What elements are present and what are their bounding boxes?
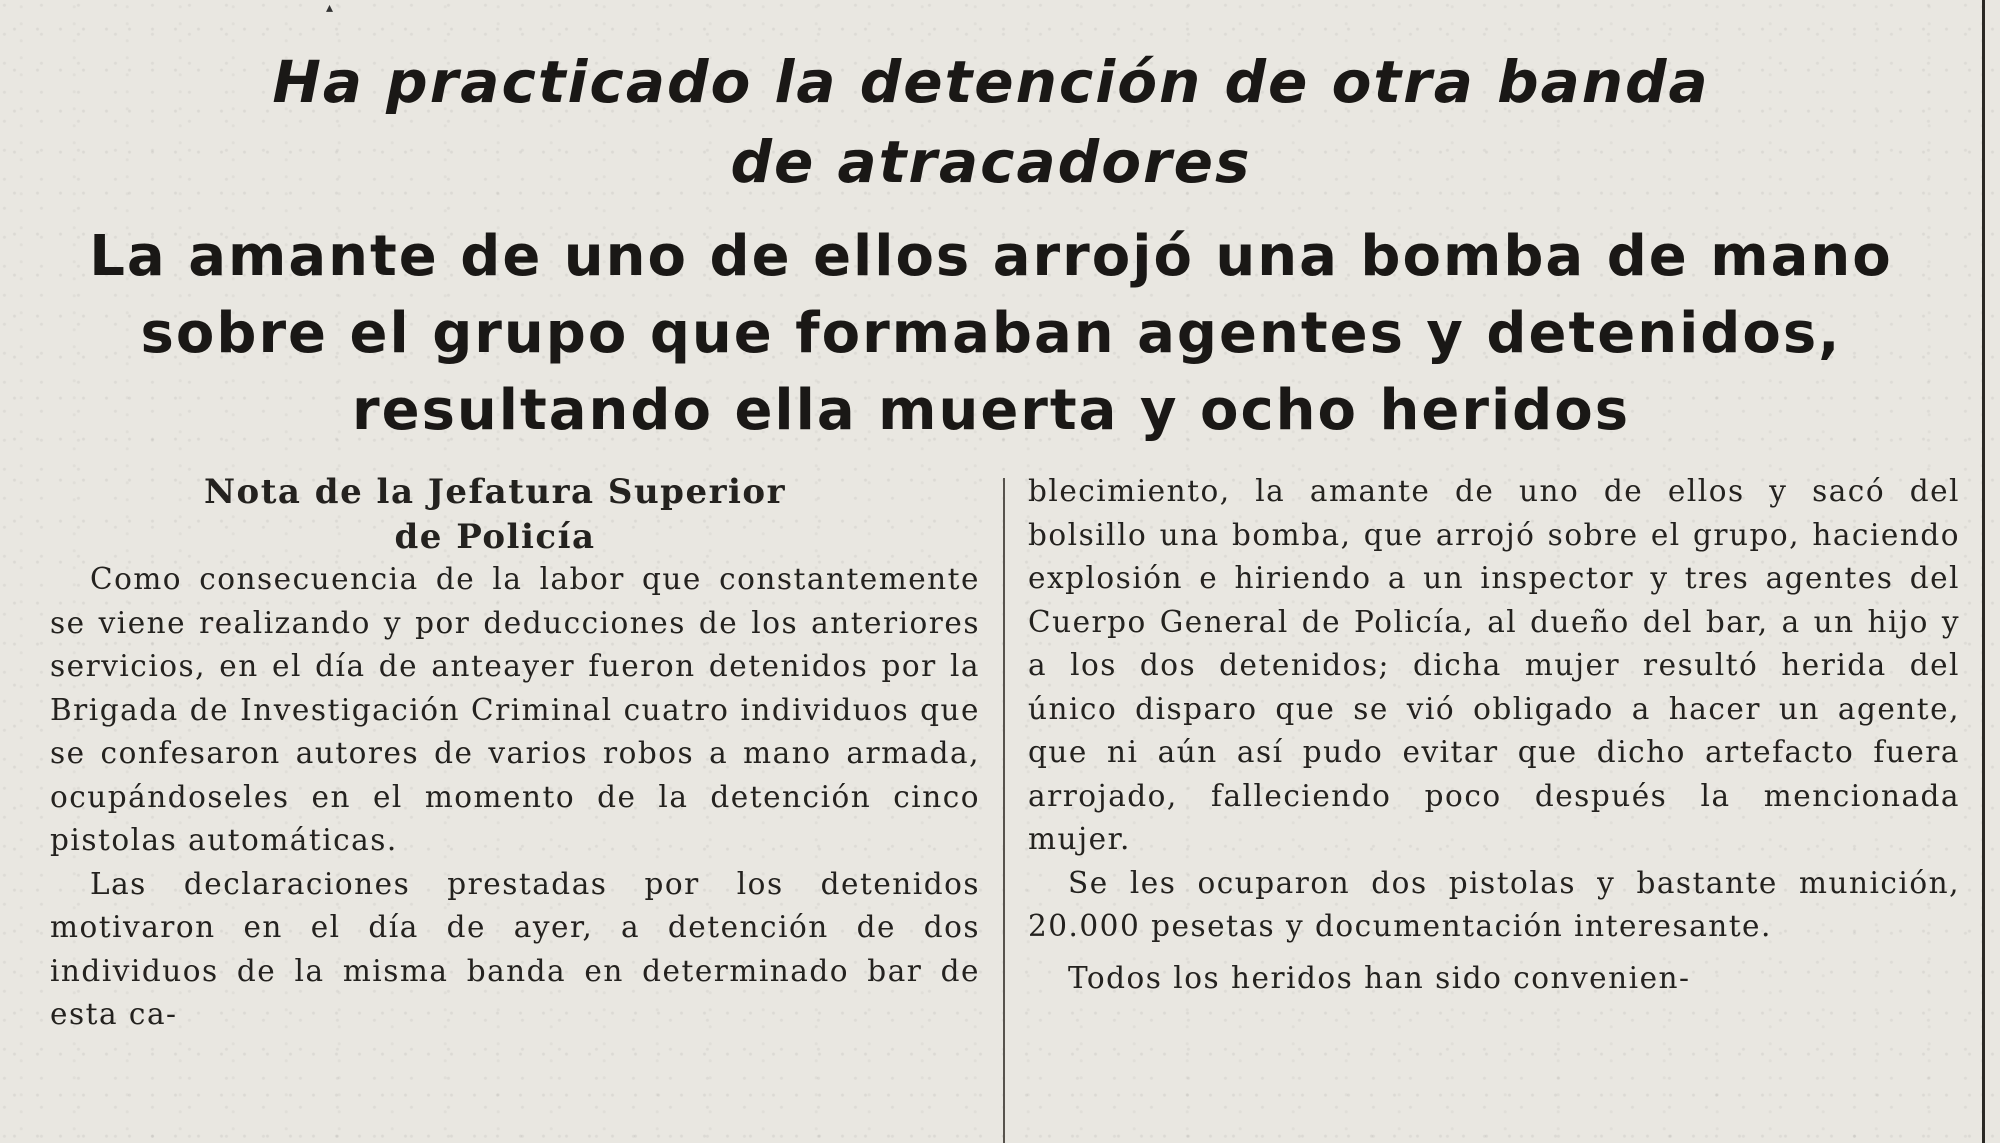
subheadline-line-1: La amante de uno de ellos arrojó una bomba de mano xyxy=(89,224,1893,289)
headline-line-1: Ha practicado la detención de otra banda xyxy=(272,48,1710,116)
headline-line-2: de atracadores xyxy=(730,128,1252,196)
left-column xyxy=(50,470,980,1037)
subheadline-line-2: sobre el grupo que formaban agentes y detenidos, xyxy=(140,301,1842,366)
right-paragraph-2: Se les ocuparon dos pistolas y bastante munición, 20.000 pesetas y documentación interesante. xyxy=(1028,865,1960,943)
headline xyxy=(0,42,1982,202)
section-title-line-2: de Policía xyxy=(394,517,596,557)
left-paragraph-2: Las declaraciones prestadas por los detenidos motivaron en el día de ayer, a detención de dos individuos de la misma banda en determinado bar de esta ca- xyxy=(50,866,980,1031)
left-paragraph-1: Como consecuencia de la labor que constantemente se viene realizando y por deducciones de los anteriores servicios, en el día de anteayer fueron detenidos por la Brigada de Investigación Criminal cuatro individuos que se confesaron autores de varios robos a mano armada, ocupándoseles en el momento de la detención cinco pistolas automáticas. xyxy=(50,562,980,857)
subheadline-line-3: resultando ella muerta y ocho heridos xyxy=(351,378,1631,443)
page-edge-rule xyxy=(1982,0,1985,1143)
subheadline xyxy=(0,218,1982,449)
right-paragraph-3: Todos los heridos han sido convenien- xyxy=(1068,960,1691,995)
print-speck: ▴ xyxy=(326,0,334,16)
right-paragraph-1: blecimiento, la amante de uno de ellos y sacó del bolsillo una bomba, que arrojó sobre el grupo, haciendo explosión e hiriendo a un inspector y tres agentes del Cuerpo General de Policía, al dueño del bar, a un hijo y a los dos detenidos; dicha mujer resultó herida del único disparo que se vió obligado a hacer un agente, que ni aún así pudo evitar que dicho artefacto fuera arrojado, falleciendo poco después la mencionada mujer. xyxy=(1028,474,1960,856)
section-title-line-1: Nota de la Jefatura Superior xyxy=(203,472,787,512)
right-column xyxy=(1028,470,1960,1000)
column-divider xyxy=(1003,478,1005,1143)
section-title xyxy=(50,470,980,560)
